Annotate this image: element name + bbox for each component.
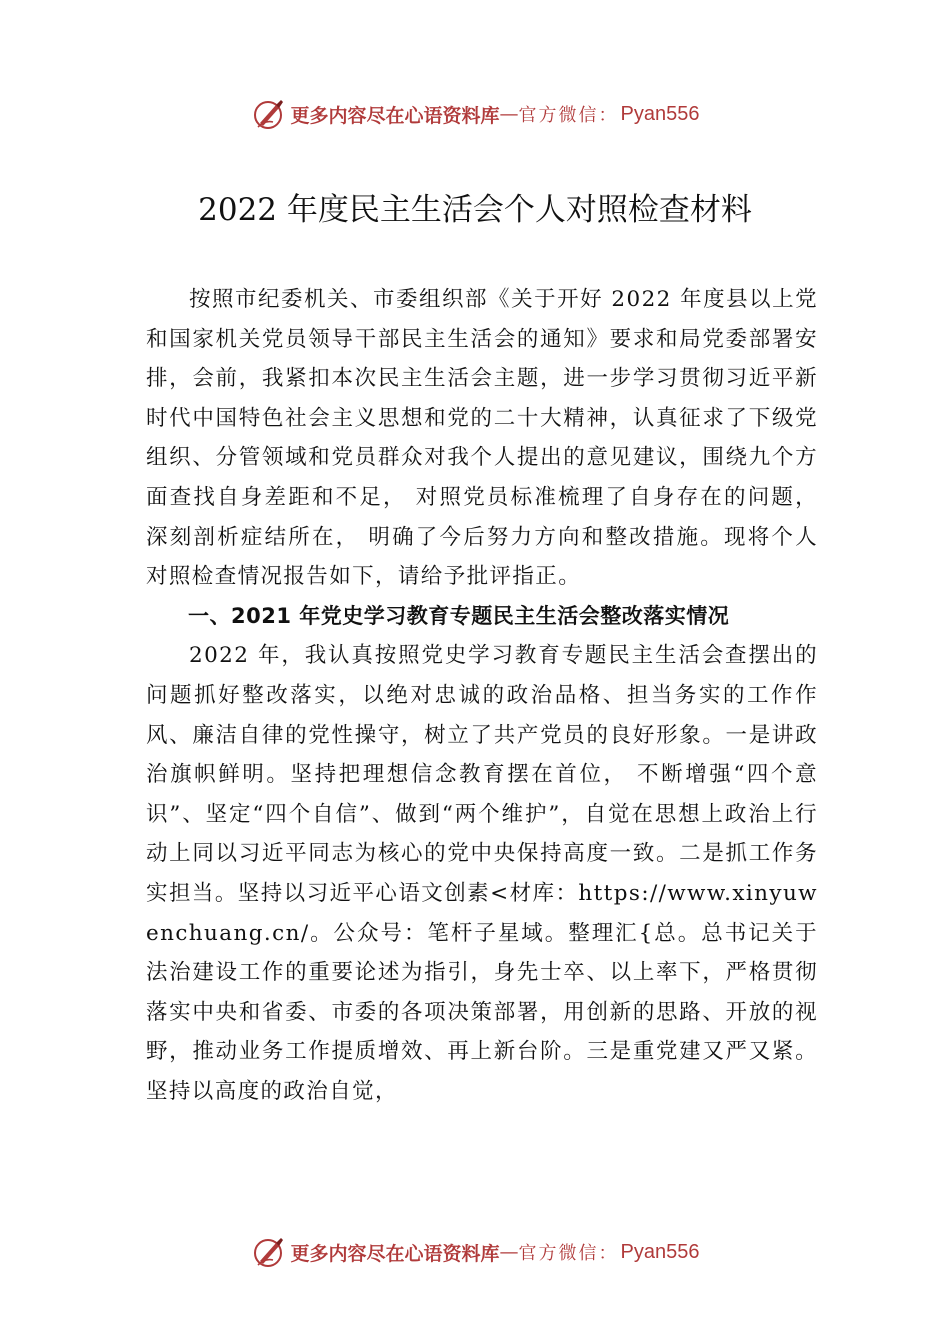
banner-library-text: 更多内容尽在心语资料库 (290, 104, 500, 127)
intro-paragraph: 按照市纪委机关、市委组织部《关于开好 2022 年度县以上党和国家机关党员领导干部民主生活会的通知》要求和局党委部署安排，会前，我紧扣本次民主生活会主题，进一步学习贯彻习近平新时代中国特色社会主义思想和党的二十大精神，认真征求了下级党组织、分管领域和党员群众对我个人提出的意见建议，围绕九个方面查找自身差距和不足， 对照党员标准梳理了自身存在的问题，深刻剖析症结所在， 明确了今后努力方向和整改措施。现将个人对照检查情况报告如下，请给予批评指正。 (146, 287, 818, 590)
document-body (146, 280, 818, 1111)
section-1-heading: 一、2021 年党史学习教育专题民主生活会整改落实情况 (188, 603, 730, 628)
banner-separator: — (499, 103, 519, 125)
banner-library-text: 更多内容尽在心语资料库 (290, 1242, 500, 1265)
banner-wechat-label: 官方微信： (518, 1243, 619, 1264)
header-watermark-banner (0, 94, 950, 134)
footer-watermark-banner (0, 1232, 950, 1272)
section-1-paragraph: 2022 年，我认真按照党史学习教育专题民主生活会查摆出的问题抓好整改落实，以绝对忠诚的政治品格、担当务实的工作作风、廉洁自律的党性操守，树立了共产党员的良好形象。一是讲政治旗帜鲜明。坚持把理想信念教育摆在首位， 不断增强“四个意识”、坚定“四个自信”、做到“两个维护”，自觉在思想上政治上行动上同以习近平同志为核心的党中央保持高度一致。二是抓工作务实担当。坚持以习近平心语文创素<材库：https://www.xinyuwenchuang.cn/。公众号：笔杆子星域。整理汇{总。总书记关于法治建设工作的重要论述为指引，身先士卒、以上率下，严格贯彻落实中央和省委、市委的各项决策部署，用创新的思路、开放的视野，推动业务工作提质增效、再上新台阶。三是重党建又严又紧。坚持以高度的政治自觉， (146, 643, 818, 1104)
pen-logo-icon (251, 1234, 287, 1270)
banner-wechat-id: Pyan556 (620, 1240, 700, 1263)
banner-wechat-label: 官方微信： (518, 105, 619, 126)
pen-logo-icon (251, 96, 287, 132)
document-title: 2022 年度民主生活会个人对照检查材料 (198, 192, 752, 228)
banner-separator: — (499, 1241, 519, 1263)
banner-wechat-id: Pyan556 (620, 102, 700, 125)
